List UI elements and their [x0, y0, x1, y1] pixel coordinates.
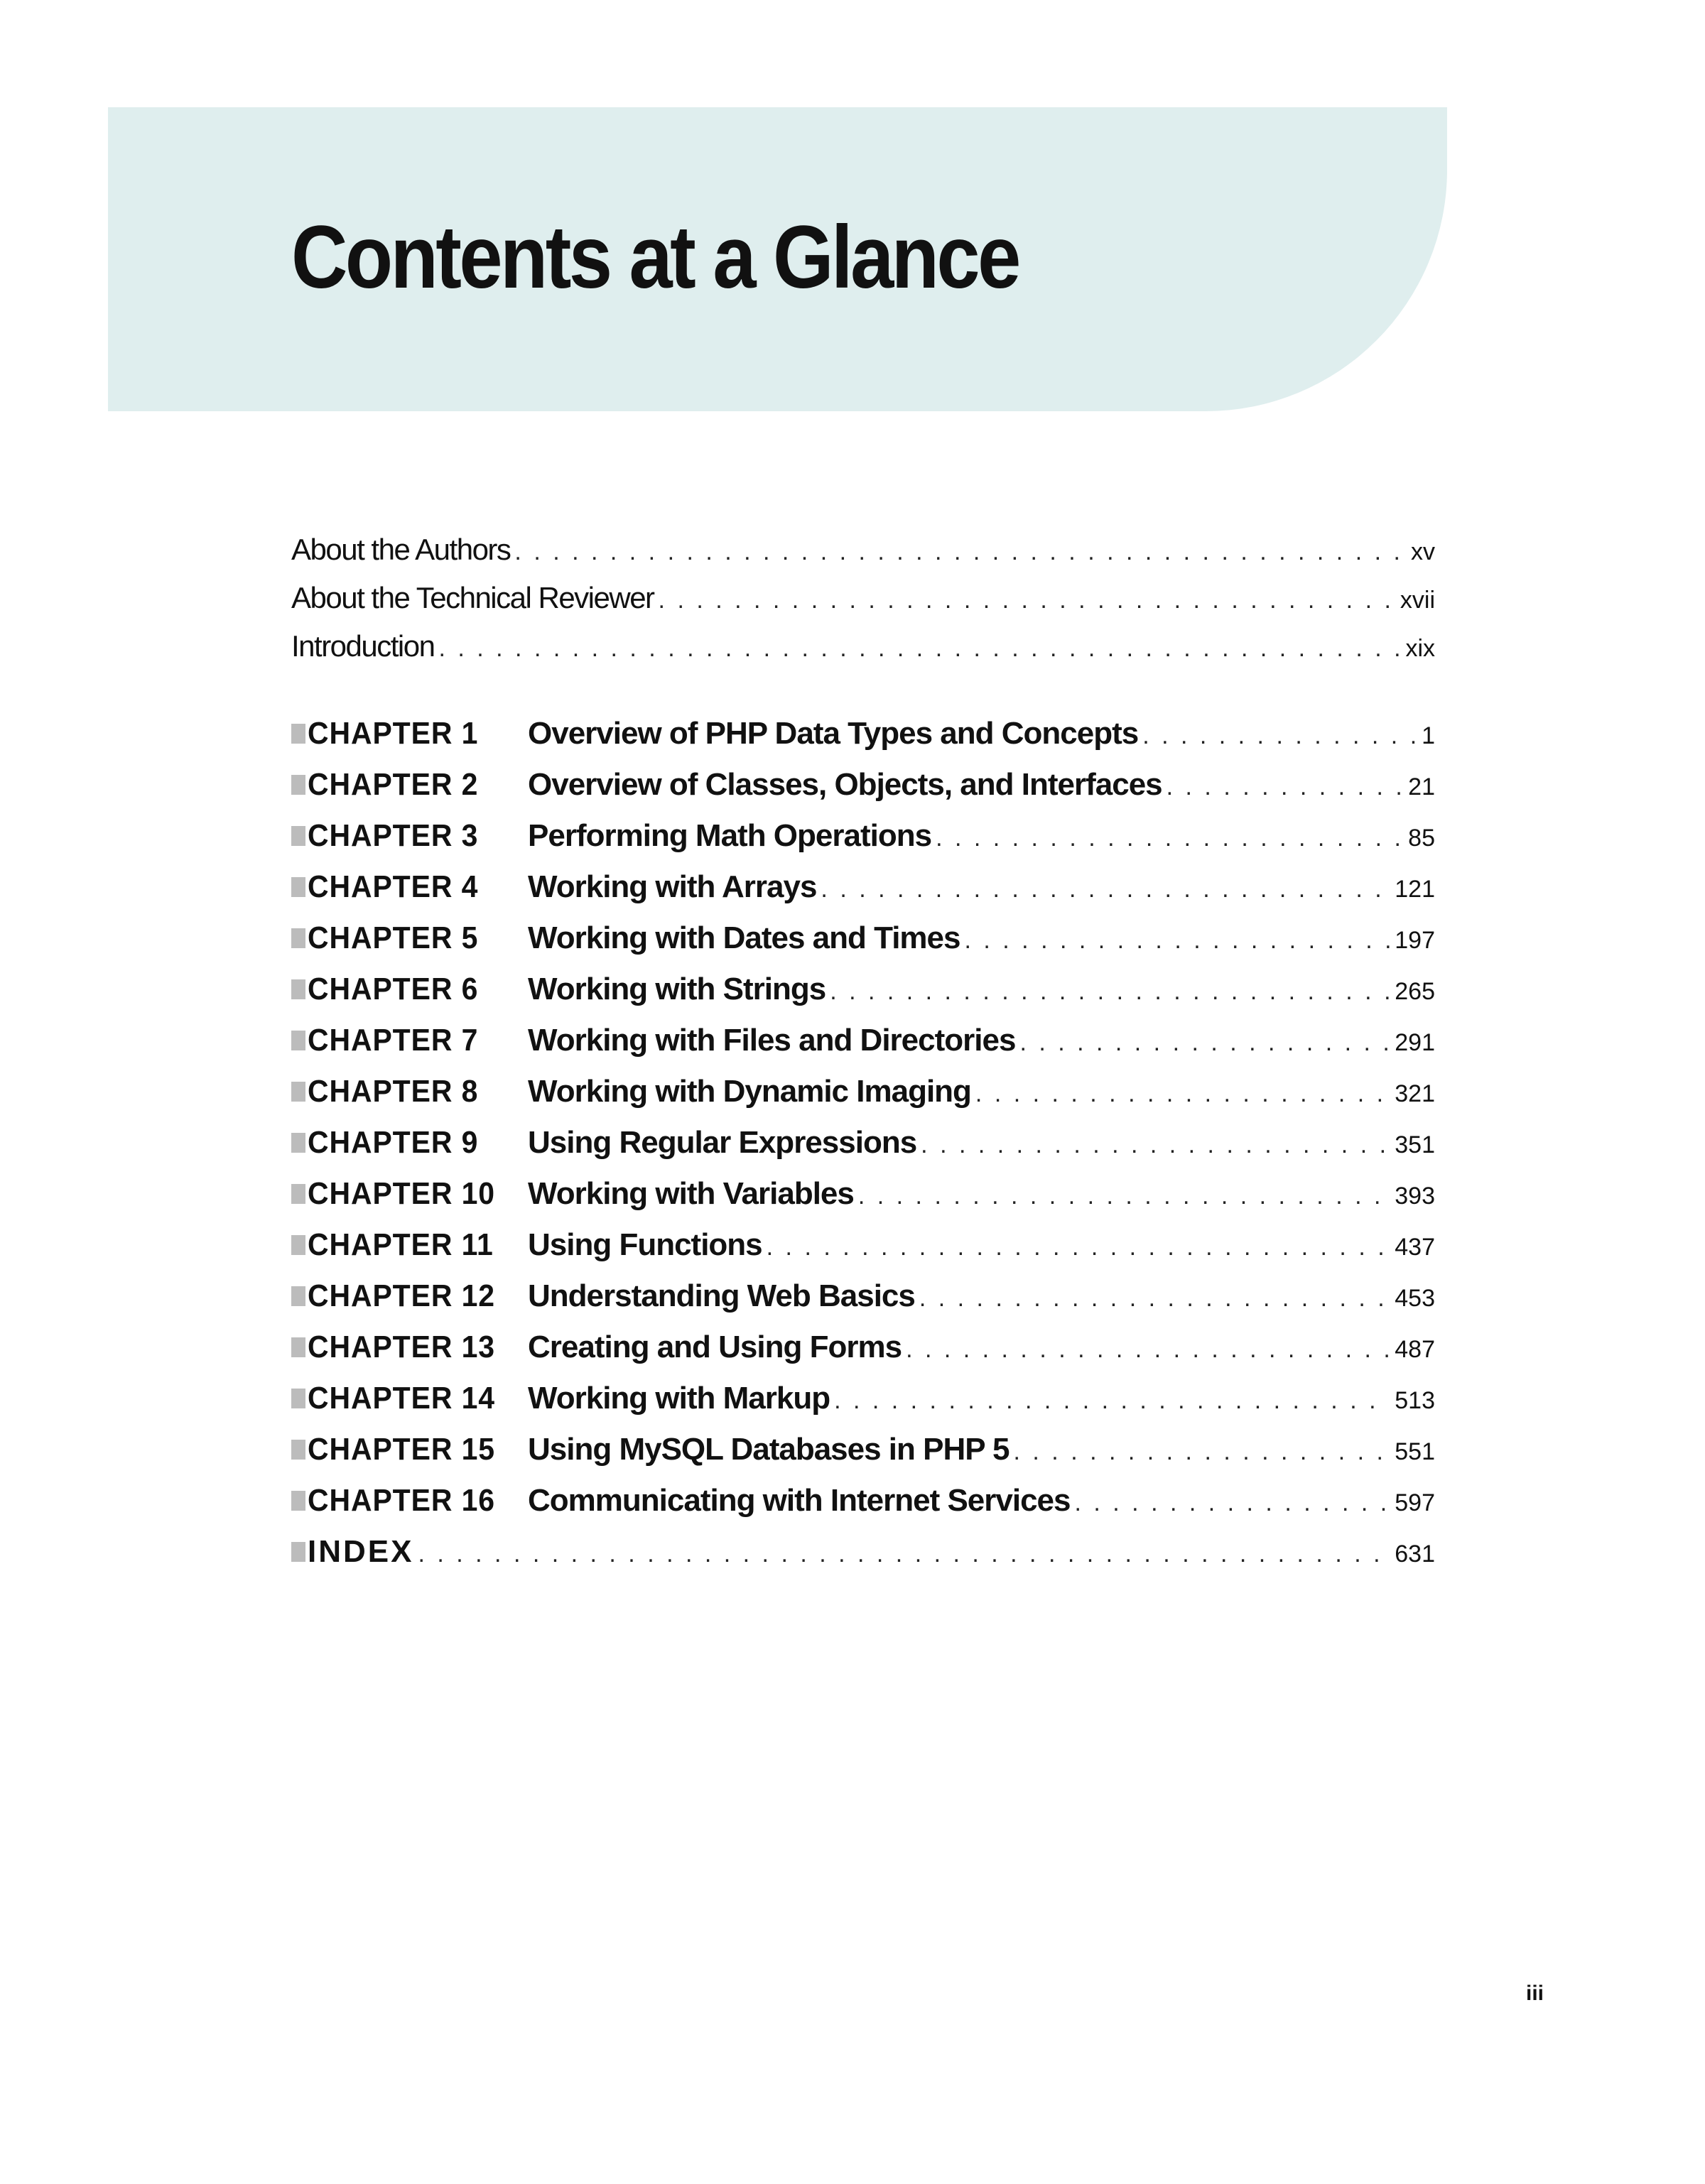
- bullet-square-icon: [291, 1389, 305, 1408]
- chapter-page: 551: [1395, 1438, 1435, 1465]
- dot-leader: [659, 581, 1396, 615]
- chapter-label: CHAPTER 2: [308, 767, 479, 802]
- chapter-title: Working with Dynamic Imaging: [528, 1074, 971, 1109]
- bullet-square-icon: [291, 979, 305, 999]
- toc-entry-page: xv: [1411, 538, 1435, 565]
- chapter-title: Working with Dates and Times: [528, 920, 960, 955]
- toc-entry-chapter-12[interactable]: [291, 1278, 1435, 1314]
- chapter-title: Performing Math Operations: [528, 818, 932, 853]
- bullet-square-icon: [291, 877, 305, 897]
- chapter-title: Working with Files and Directories: [528, 1023, 1016, 1058]
- chapter-page: 1: [1422, 722, 1435, 749]
- chapter-page: 453: [1395, 1285, 1435, 1312]
- chapter-title: Working with Strings: [528, 972, 826, 1006]
- bullet-square-icon: [291, 1184, 305, 1204]
- index-label: INDEX: [308, 1534, 414, 1569]
- page-number: iii: [1526, 1982, 1544, 2005]
- dot-leader: [767, 1227, 1391, 1263]
- chapter-label: CHAPTER 5: [308, 920, 479, 955]
- dot-leader: [858, 1176, 1390, 1212]
- toc-entry-about-authors[interactable]: [291, 533, 1435, 567]
- dot-leader: [919, 1278, 1390, 1314]
- toc-entry-chapter-8[interactable]: [291, 1074, 1435, 1109]
- chapter-title: Using MySQL Databases in PHP 5: [528, 1432, 1010, 1467]
- chapter-title: Overview of PHP Data Types and Concepts: [528, 716, 1139, 751]
- dot-leader: [1075, 1483, 1391, 1519]
- index-page: 631: [1395, 1541, 1435, 1568]
- toc-entry-chapter-5[interactable]: [291, 920, 1435, 956]
- chapter-page: 437: [1395, 1234, 1435, 1261]
- chapter-title: Creating and Using Forms: [528, 1330, 902, 1364]
- chapter-label: CHAPTER 4: [308, 869, 479, 904]
- chapter-page: 393: [1395, 1183, 1435, 1210]
- chapter-label: CHAPTER 7: [308, 1023, 479, 1058]
- bullet-square-icon: [291, 1491, 305, 1511]
- chapter-page: 21: [1408, 773, 1435, 800]
- dot-leader: [830, 972, 1390, 1007]
- dot-leader: [1142, 716, 1417, 751]
- page-title: Contents at a Glance: [291, 208, 1019, 307]
- chapter-page: 597: [1395, 1489, 1435, 1516]
- toc-entry-title: About the Technical Reviewer: [291, 581, 654, 614]
- chapter-title: Working with Markup: [528, 1381, 830, 1416]
- chapter-page: 291: [1395, 1029, 1435, 1056]
- chapter-title: Understanding Web Basics: [528, 1278, 915, 1313]
- bullet-square-icon: [291, 1031, 305, 1050]
- chapter-label: CHAPTER 10: [308, 1176, 495, 1211]
- chapter-page: 321: [1395, 1080, 1435, 1107]
- toc-entry-chapter-16[interactable]: [291, 1483, 1435, 1519]
- toc-entry-about-reviewer[interactable]: [291, 581, 1435, 615]
- chapter-title: Overview of Classes, Objects, and Interfaces: [528, 767, 1162, 802]
- chapter-page: 487: [1395, 1336, 1435, 1363]
- bullet-square-icon: [291, 1235, 305, 1255]
- toc-entry-chapter-13[interactable]: [291, 1330, 1435, 1365]
- bullet-square-icon: [291, 1133, 305, 1153]
- chapter-page: 351: [1395, 1131, 1435, 1158]
- chapter-label: CHAPTER 9: [308, 1125, 479, 1160]
- dot-leader: [1014, 1432, 1391, 1467]
- toc-entry-chapter-1[interactable]: [291, 716, 1435, 751]
- chapter-title: Working with Variables: [528, 1176, 854, 1211]
- dot-leader: [1167, 767, 1404, 803]
- toc-entry-chapter-11[interactable]: [291, 1227, 1435, 1263]
- chapter-page: 265: [1395, 978, 1435, 1005]
- dot-leader: [921, 1125, 1390, 1161]
- toc-entry-chapter-2[interactable]: [291, 767, 1435, 803]
- toc-entry-index[interactable]: [291, 1534, 1435, 1570]
- bullet-square-icon: [291, 1286, 305, 1306]
- chapter-page: 197: [1395, 927, 1435, 954]
- bullet-square-icon: [291, 1542, 305, 1562]
- chapter-label: CHAPTER 14: [308, 1381, 495, 1416]
- bullet-square-icon: [291, 1337, 305, 1357]
- toc-entry-chapter-6[interactable]: [291, 972, 1435, 1007]
- toc-entry-title: About the Authors: [291, 533, 511, 566]
- dot-leader: [821, 869, 1390, 905]
- bullet-square-icon: [291, 928, 305, 948]
- dot-leader: [418, 1534, 1390, 1570]
- chapter-label: CHAPTER 13: [308, 1330, 495, 1364]
- chapter-label: CHAPTER 12: [308, 1278, 495, 1313]
- chapter-label: CHAPTER 1: [308, 716, 479, 751]
- bullet-square-icon: [291, 775, 305, 795]
- toc-entry-page: xvii: [1400, 587, 1435, 614]
- dot-leader: [438, 629, 1401, 663]
- bullet-square-icon: [291, 724, 305, 744]
- toc-entry-title: Introduction: [291, 629, 435, 663]
- dot-leader: [936, 818, 1404, 854]
- chapter-label: CHAPTER 15: [308, 1432, 495, 1467]
- bullet-square-icon: [291, 826, 305, 846]
- toc-entry-chapter-10[interactable]: [291, 1176, 1435, 1212]
- bullet-square-icon: [291, 1082, 305, 1102]
- chapter-title: Communicating with Internet Services: [528, 1483, 1071, 1518]
- chapter-page: 513: [1395, 1387, 1435, 1414]
- dot-leader: [975, 1074, 1390, 1109]
- toc-entry-chapter-7[interactable]: [291, 1023, 1435, 1058]
- toc-entry-chapter-9[interactable]: [291, 1125, 1435, 1161]
- toc-entry-chapter-15[interactable]: [291, 1432, 1435, 1467]
- chapter-page: 85: [1408, 825, 1435, 852]
- chapter-label: CHAPTER 16: [308, 1483, 495, 1518]
- dot-leader: [514, 533, 1407, 567]
- chapter-label: CHAPTER 6: [308, 972, 479, 1006]
- dot-leader: [965, 920, 1391, 956]
- toc-entry-page: xix: [1405, 635, 1435, 662]
- chapter-label: CHAPTER 11: [308, 1227, 494, 1262]
- chapter-page: 121: [1395, 876, 1435, 903]
- chapter-label: CHAPTER 8: [308, 1074, 479, 1109]
- dot-leader: [834, 1381, 1390, 1416]
- dot-leader: [1019, 1023, 1390, 1058]
- toc-entry-chapter-4[interactable]: [291, 869, 1435, 905]
- toc-entry-chapter-3[interactable]: [291, 818, 1435, 854]
- toc-entry-introduction[interactable]: [291, 629, 1435, 663]
- chapter-title: Using Functions: [528, 1227, 762, 1262]
- chapter-title: Using Regular Expressions: [528, 1125, 917, 1160]
- toc-entry-chapter-14[interactable]: [291, 1381, 1435, 1416]
- chapter-title: Working with Arrays: [528, 869, 817, 904]
- bullet-square-icon: [291, 1440, 305, 1460]
- chapter-label: CHAPTER 3: [308, 818, 479, 853]
- dot-leader: [906, 1330, 1390, 1365]
